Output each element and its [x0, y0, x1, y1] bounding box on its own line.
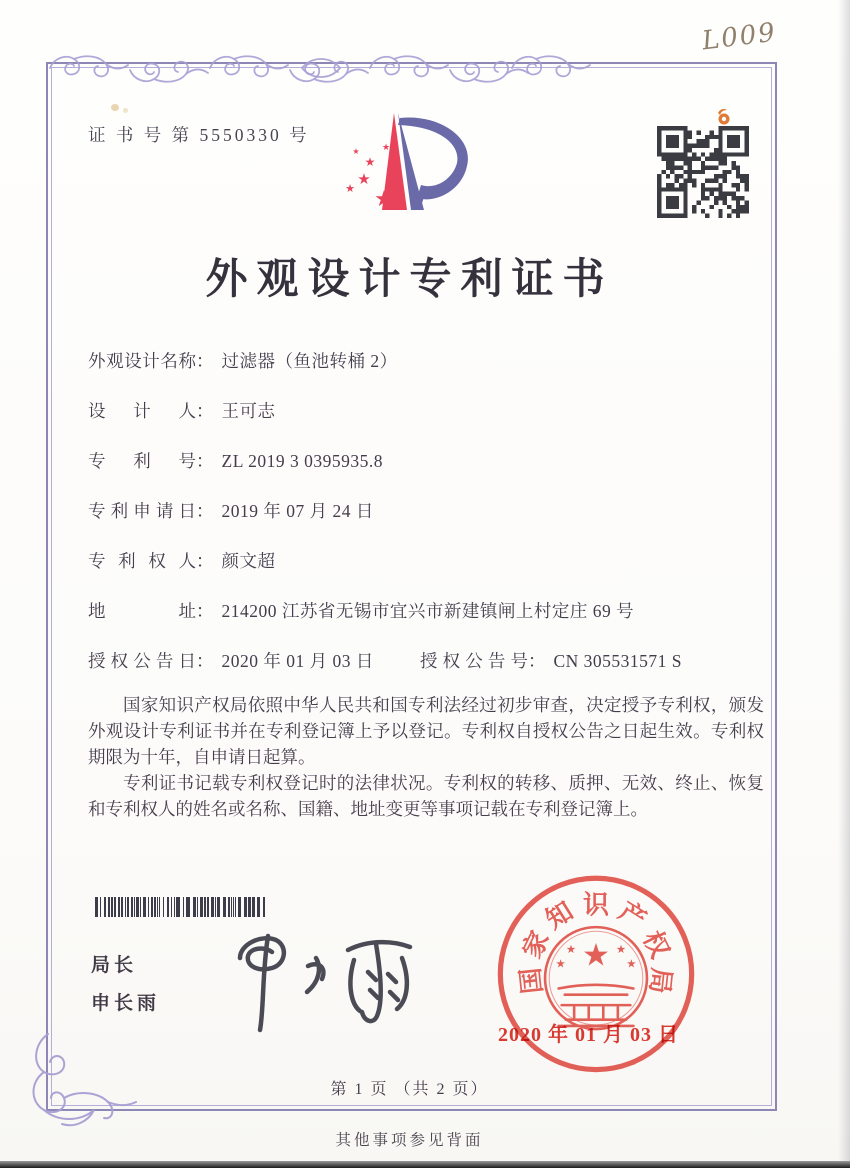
svg-text:家: 家: [517, 926, 555, 963]
field-filing-date: [88, 500, 766, 550]
director-name: 申长雨: [91, 993, 161, 1014]
certificate-title: 外观设计专利证书: [205, 257, 614, 303]
svg-text:★: ★: [352, 147, 360, 156]
field-value: 王可志: [221, 401, 276, 421]
field-grant-date: [88, 650, 420, 672]
field-value: ZL 2019 3 0395935.8: [221, 451, 383, 471]
qr-code-icon: [657, 126, 749, 218]
field-label: 专利权人: [88, 551, 196, 571]
svg-text:★: ★: [364, 155, 376, 169]
svg-text:★: ★: [565, 942, 577, 957]
qr-code-pattern: [657, 126, 749, 218]
field-value: 2019 年 07 月 24 日: [221, 501, 374, 521]
svg-text:国: 国: [515, 966, 548, 996]
field-value: 2020 年 01 月 03 日: [221, 651, 374, 671]
field-value: CN 305531571 S: [553, 651, 683, 671]
official-seal-icon: [492, 872, 700, 1080]
scan-shadow-right: [838, 0, 850, 1168]
field-colon: ：: [196, 651, 214, 671]
handwritten-note: L009: [700, 17, 779, 57]
back-side-note: 其他事项参见背面: [335, 1132, 484, 1149]
field-address: [88, 600, 766, 650]
director-title: 局长: [91, 955, 138, 976]
field-colon: ：: [196, 601, 214, 621]
field-label: 地址: [88, 601, 196, 621]
field-patent-number: [88, 450, 766, 500]
field-colon: ：: [196, 451, 214, 471]
seal-date: 2020 年 01 月 03 日: [498, 1024, 679, 1046]
field-label: 外观设计名称: [88, 351, 196, 371]
field-colon: ：: [196, 551, 214, 571]
svg-text:★: ★: [626, 956, 637, 971]
svg-text:权: 权: [637, 926, 675, 963]
svg-text:知: 知: [540, 896, 579, 935]
field-patentee: [88, 550, 766, 600]
field-designer: [88, 400, 766, 450]
svg-text:局: 局: [644, 966, 677, 996]
svg-text:★: ★: [374, 187, 394, 212]
field-design-name: [88, 350, 766, 400]
field-value: 颜文超: [221, 551, 276, 571]
certificate-fields: [88, 350, 766, 700]
field-colon: ：: [528, 651, 546, 671]
director-signature: [222, 916, 436, 1040]
field-label: 授权公告号: [420, 651, 528, 671]
field-label: 设计人: [88, 401, 196, 421]
scan-shadow-bottom: [0, 1161, 850, 1168]
svg-text:★: ★: [345, 182, 355, 195]
legal-paragraph: 专利证书记载专利权登记时的法律状况。专利权的转移、质押、无效、终止、恢复和专利权人的姓名或名称、国籍、地址变更等事项记载在专利登记簿上。: [88, 773, 764, 819]
svg-text:★: ★: [357, 170, 371, 188]
field-colon: ：: [196, 351, 214, 371]
orange-ink-mark: [712, 107, 734, 127]
field-grant-number: [420, 650, 682, 672]
field-colon: ：: [196, 401, 214, 421]
svg-text:★: ★: [381, 143, 391, 153]
svg-text:★: ★: [555, 956, 566, 971]
legal-paragraph: 国家知识产权局依照中华人民共和国专利法经过初步审查，决定授予专利权，颁发外观设计专利证书并在专利登记簿上予以登记。专利权自授权公告之日起生效。专利权期限为十年，自申请日起算。: [88, 695, 764, 767]
barcode-icon: [95, 897, 311, 917]
field-label: 授权公告日: [88, 651, 196, 671]
field-label: 专利申请日: [88, 501, 196, 521]
svg-text:★: ★: [615, 942, 627, 957]
page-number: 第 1 页 （共 2 页）: [330, 1081, 489, 1098]
svg-text:★: ★: [582, 937, 610, 974]
field-value: 214200 江苏省无锡市宜兴市新建镇闸上村定庄 69 号: [221, 601, 635, 621]
svg-text:识: 识: [582, 890, 610, 920]
field-colon: ：: [196, 501, 214, 521]
field-label: 专利号: [88, 451, 196, 471]
svg-text:产: 产: [613, 896, 652, 935]
certificate-number-line: 证 书 号 第 5550330 号: [88, 125, 310, 145]
field-value: 过滤器（鱼池转桶 2）: [221, 351, 398, 371]
legal-text-block: [88, 692, 764, 822]
cnipa-logo-icon: [334, 110, 476, 218]
